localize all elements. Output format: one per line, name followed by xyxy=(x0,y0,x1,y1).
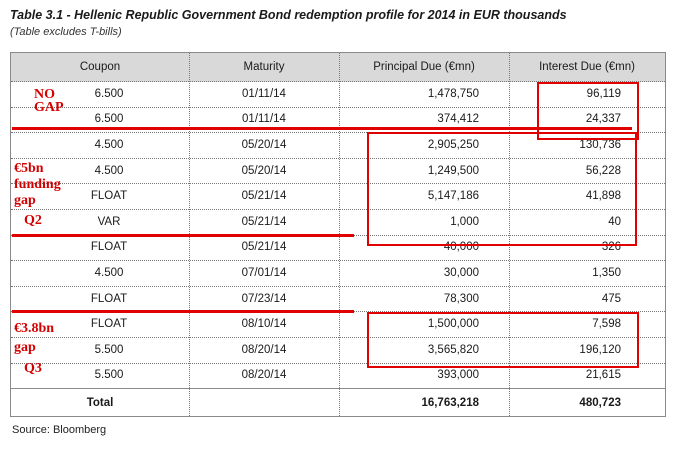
coupon-cell: 6.500 xyxy=(94,87,124,100)
principal-cell: 393,000 xyxy=(437,369,479,382)
interest-cell: 96,119 xyxy=(586,87,621,100)
principal-cell: 1,249,500 xyxy=(427,164,479,177)
interest-cell: 21,615 xyxy=(585,369,621,382)
annotation-box-q3 xyxy=(367,312,639,368)
maturity-cell: 08/20/14 xyxy=(241,369,287,382)
maturity-cell: 07/23/14 xyxy=(241,292,287,305)
header-interest: Interest Due (€mn) xyxy=(539,61,635,73)
interest-cell: 475 xyxy=(601,292,621,305)
coupon-cell: VAR xyxy=(97,215,121,228)
coupon-cell: FLOAT xyxy=(90,241,128,254)
table-subtitle: (Table excludes T-bills) xyxy=(10,26,122,38)
header-maturity: Maturity xyxy=(243,61,285,73)
table-title: Table 3.1 - Hellenic Republic Government Bond redemption profile for 2014 in EUR thousands xyxy=(10,8,567,22)
coupon-cell: FLOAT xyxy=(90,318,128,331)
principal-cell: 374,412 xyxy=(437,113,479,126)
principal-cell: 1,478,750 xyxy=(427,87,479,100)
maturity-cell: 08/20/14 xyxy=(241,343,287,356)
annotation-q2-label: Q2 xyxy=(24,213,42,228)
table-row xyxy=(11,286,665,313)
maturity-cell: 05/20/14 xyxy=(241,164,287,177)
coupon-cell: 4.500 xyxy=(94,266,124,279)
total-interest: 480,723 xyxy=(579,397,621,409)
interest-cell: 40 xyxy=(608,215,621,228)
interest-cell: 24,337 xyxy=(585,113,621,126)
maturity-cell: 05/21/14 xyxy=(241,241,287,254)
coupon-cell: 4.500 xyxy=(94,164,124,177)
maturity-cell: 01/11/14 xyxy=(242,87,286,100)
annotation-q2-gap-1: €5bn xyxy=(14,161,44,176)
maturity-cell: 07/01/14 xyxy=(241,266,287,279)
header-principal: Principal Due (€mn) xyxy=(373,61,475,73)
interest-cell: 7,598 xyxy=(592,318,621,331)
total-label: Total xyxy=(86,397,114,409)
coupon-cell: 6.500 xyxy=(94,113,124,126)
interest-cell: 196,120 xyxy=(579,343,621,356)
coupon-cell: 5.500 xyxy=(94,369,124,382)
annotation-box-q2 xyxy=(367,132,637,246)
annotation-q3-label: Q3 xyxy=(24,361,42,376)
coupon-cell: 4.500 xyxy=(94,138,124,151)
annotation-q3-gap-1: €3.8bn xyxy=(14,321,55,336)
annotation-q2-gap-2: funding xyxy=(14,177,61,192)
header-coupon: Coupon xyxy=(79,61,121,73)
maturity-cell: 08/10/14 xyxy=(241,318,287,331)
principal-cell: 78,300 xyxy=(443,292,479,305)
maturity-cell: 05/20/14 xyxy=(241,138,287,151)
principal-cell: 2,905,250 xyxy=(427,138,479,151)
interest-cell: 41,898 xyxy=(585,190,621,203)
principal-cell: 1,000 xyxy=(450,215,479,228)
annotation-q2-gap-3: gap xyxy=(14,193,36,208)
annotation-divider-line xyxy=(12,234,354,237)
principal-cell: 1,500,000 xyxy=(427,318,479,331)
annotation-divider-line xyxy=(12,310,354,313)
annotation-no-gap: NO GAP xyxy=(34,87,64,115)
table-header-row xyxy=(11,53,665,82)
coupon-cell: FLOAT xyxy=(90,292,128,305)
maturity-cell: 05/21/14 xyxy=(241,215,287,228)
principal-cell: 5,147,186 xyxy=(427,190,479,203)
interest-cell: 56,228 xyxy=(585,164,621,177)
coupon-cell: FLOAT xyxy=(90,190,128,203)
maturity-cell: 05/21/14 xyxy=(241,190,287,203)
principal-cell: 3,565,820 xyxy=(427,343,479,356)
table-row xyxy=(11,260,665,287)
total-principal: 16,763,218 xyxy=(421,397,479,409)
principal-cell: 30,000 xyxy=(443,266,479,279)
maturity-cell: 01/11/14 xyxy=(242,113,286,126)
interest-cell: 1,350 xyxy=(592,266,621,279)
total-row xyxy=(11,388,665,417)
source-note: Source: Bloomberg xyxy=(12,424,107,436)
annotation-q3-gap-2: gap xyxy=(14,340,36,355)
interest-cell: 326 xyxy=(601,241,621,254)
interest-cell: 130,736 xyxy=(579,138,621,151)
principal-cell: 40,000 xyxy=(443,241,479,254)
coupon-cell: 5.500 xyxy=(94,343,124,356)
